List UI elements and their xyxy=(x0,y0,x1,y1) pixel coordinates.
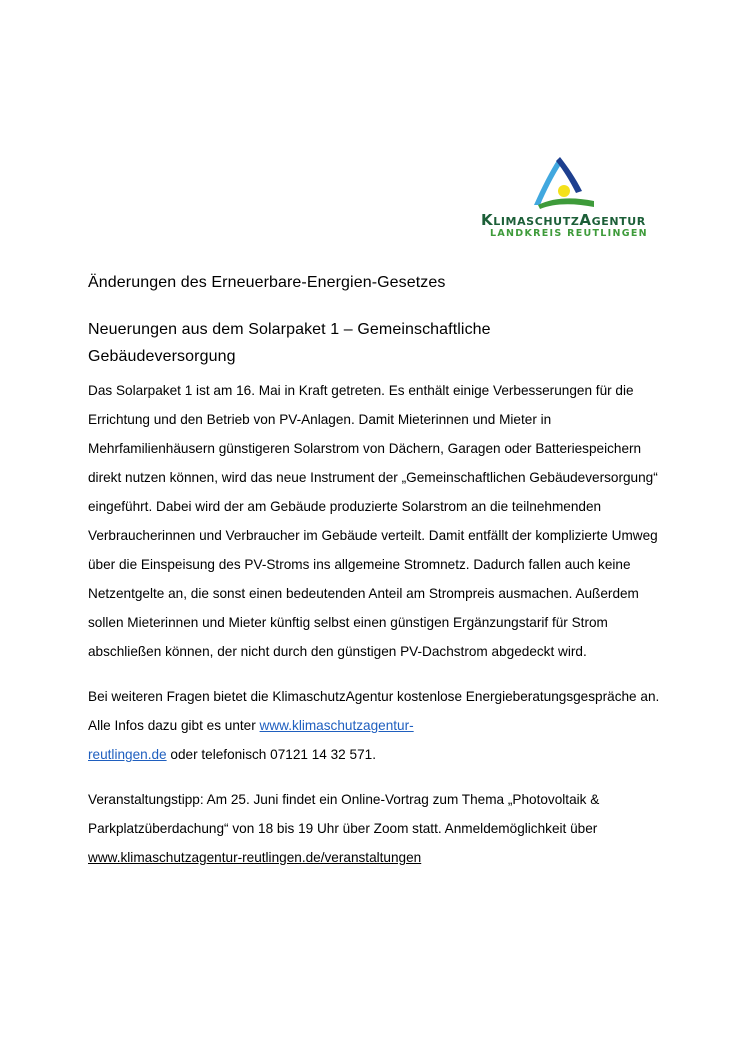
logo-subtitle: LANDKREIS REUTLINGEN xyxy=(490,228,648,239)
logo-title: KlimaschutzAgentur xyxy=(481,211,646,229)
subheading-line-1: Neuerungen aus dem Solarpaket 1 – Gemeinschaftliche xyxy=(88,321,491,338)
triangle-sun-logo-icon xyxy=(532,157,596,209)
paragraph-energieberatung-phone: oder telefonisch 07121 14 32 571. xyxy=(166,747,376,762)
veranstaltungen-link[interactable]: www.klimaschutzagentur-reutlingen.de/veranstaltungen xyxy=(88,850,422,865)
paragraph-energieberatung xyxy=(88,682,668,769)
document-heading: Änderungen des Erneuerbare-Energien-Gesetzes xyxy=(88,274,446,291)
paragraph-veranstaltungstipp xyxy=(88,785,668,872)
document-subheading xyxy=(88,316,668,370)
paragraph-veranstaltungstipp-text: Veranstaltungstipp: Am 25. Juni findet ein Online-Vortrag zum Thema „Photovoltaik & Parkplatzüberdachung“ von 18 bis 19 Uhr über Zoom statt. Anmeldemöglichkeit über xyxy=(88,792,600,836)
klimaschutzagentur-logo xyxy=(478,157,658,241)
paragraph-energieberatung-text: Bei weiteren Fragen bietet die KlimaschutzAgentur kostenlose Energieberatungsgespräche an. Alle Infos dazu gibt es unter xyxy=(88,689,660,733)
document-body xyxy=(88,270,668,872)
paragraph-solarpaket: Das Solarpaket 1 ist am 16. Mai in Kraft getreten. Es enthält einige Verbesserungen für die Errichtung und den Betrieb von PV-Anlagen. Damit Mieterinnen und Mieter in Mehrfamilienhäusern günstigeren Solarstrom von Dächern, Garagen oder Batteriespeichern direkt nutzen können, wird das neue Instrument der „Gemeinschaftlichen Gebäudeversorgung“ eingeführt. Dabei wird der am Gebäude produzierte Solarstrom an die teilnehmenden Verbraucherinnen und Verbraucher im Gebäude verteilt. Damit entfällt der komplizierte Umweg über die Einspeisung des PV-Stroms ins allgemeine Stromnetz. Dadurch fallen auch keine Netzentgelte an, die sonst einen bedeutenden Anteil am Strompreis ausmachen. Außerdem sollen Mieterinnen und Mieter künftig selbst einen günstigen Ergänzungstarif für Strom abschließen können, der nicht durch den günstigen PV-Dachstrom abgedeckt wird. xyxy=(88,383,658,659)
website-link-part-1: www.klimaschutzagentur- xyxy=(259,718,414,733)
subheading-line-2: Gebäudeversorgung xyxy=(88,348,236,365)
website-link-part-2: reutlingen.de xyxy=(88,747,167,762)
